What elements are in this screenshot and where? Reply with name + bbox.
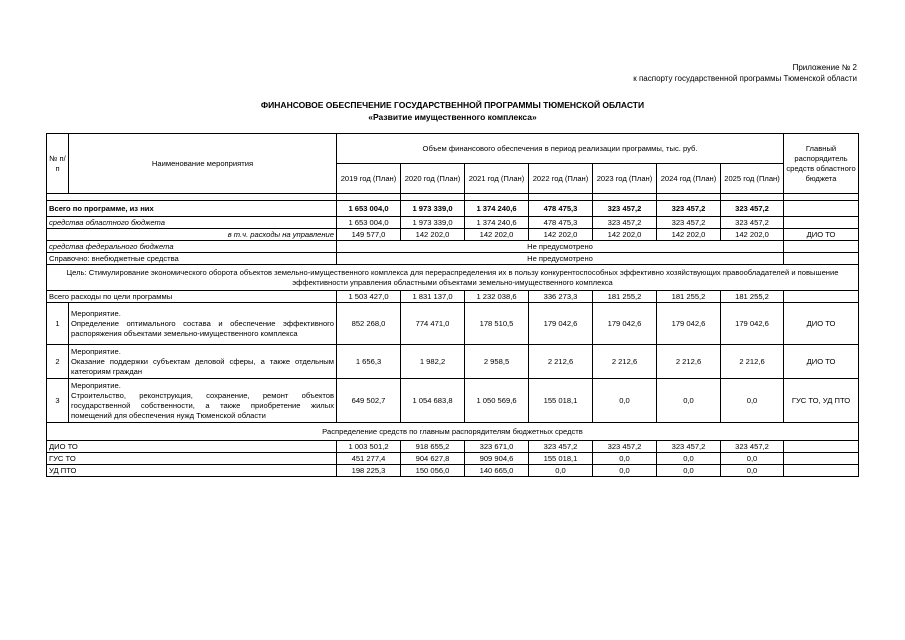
value-cell: 918 655,2	[401, 441, 465, 453]
value-cell: 323 457,2	[721, 201, 784, 217]
header-year: 2022 год (План)	[529, 164, 593, 194]
value-cell: 178 510,5	[465, 303, 529, 345]
activity-text: Определение оптимального состава и обеспечение эффективного распоряжения объектами земельно-имущественного комплекса	[71, 318, 334, 338]
value-cell: 142 202,0	[593, 229, 657, 241]
value-cell: 1 054 683,8	[401, 379, 465, 423]
distribution-row	[47, 441, 859, 453]
value-cell: 0,0	[593, 465, 657, 477]
value-cell: 1 374 240,6	[465, 217, 529, 229]
value-cell: 2 212,6	[529, 345, 593, 379]
activity-num: 1	[47, 303, 69, 345]
value-cell: 323 457,2	[529, 441, 593, 453]
distribution-row	[47, 465, 859, 477]
row-management-costs	[47, 229, 859, 241]
row-distribution-title	[47, 423, 859, 441]
manager-cell	[784, 291, 859, 303]
value-cell: 142 202,0	[529, 229, 593, 241]
value-cell: 451 277,4	[337, 453, 401, 465]
offbudget-label: Справочно: внебюджетные средства	[47, 253, 337, 265]
value-cell: 140 665,0	[465, 465, 529, 477]
manager-cell: ДИО ТО	[784, 229, 859, 241]
activity-num: 3	[47, 379, 69, 423]
value-cell: 0,0	[593, 379, 657, 423]
value-cell: 323 457,2	[593, 217, 657, 229]
manager-cell	[784, 253, 859, 265]
activity-description	[69, 345, 337, 379]
header-name: Наименование мероприятия	[69, 134, 337, 194]
manager-cell	[784, 441, 859, 453]
activity-description	[69, 379, 337, 423]
activity-head: Мероприятие.	[71, 308, 121, 318]
value-cell: 179 042,6	[657, 303, 721, 345]
offbudget-note: Не предусмотрено	[337, 253, 784, 265]
value-cell: 1 232 038,6	[465, 291, 529, 303]
distribution-label: ГУС ТО	[47, 453, 337, 465]
header-num: № п/п	[47, 134, 69, 194]
distribution-label: ДИО ТО	[47, 441, 337, 453]
manager-cell: ГУС ТО, УД ПТО	[784, 379, 859, 423]
value-cell: 1 982,2	[401, 345, 465, 379]
goal-text: Цель: Стимулирование экономического оборота объектов земельно-имущественного комплекса для перераспределения их в пользу конкурентоспособных эффективно хозяйствующих правообладателей и повышение эффективности управления областными объектами земельно-имущественного комплекса	[47, 265, 859, 291]
header-year: 2020 год (План)	[401, 164, 465, 194]
title-main: ФИНАНСОВОЕ ОБЕСПЕЧЕНИЕ ГОСУДАРСТВЕННОЙ ПРОГРАММЫ ТЮМЕНСКОЙ ОБЛАСТИ	[260, 100, 645, 110]
value-cell: 179 042,6	[593, 303, 657, 345]
value-cell: 1 656,3	[337, 345, 401, 379]
value-cell: 0,0	[721, 453, 784, 465]
value-cell: 149 577,0	[337, 229, 401, 241]
header-manager: Главный распорядитель средств областного бюджета	[784, 134, 859, 194]
value-cell: 1 003 501,2	[337, 441, 401, 453]
value-cell: 0,0	[721, 379, 784, 423]
row-program-total	[47, 201, 859, 217]
value-cell: 323 457,2	[657, 217, 721, 229]
value-cell: 1 374 240,6	[465, 201, 529, 217]
value-cell: 1 653 004,0	[337, 201, 401, 217]
value-cell: 774 471,0	[401, 303, 465, 345]
value-cell: 323 457,2	[721, 441, 784, 453]
spacer-row	[47, 194, 859, 201]
distribution-row	[47, 453, 859, 465]
value-cell: 1 503 427,0	[337, 291, 401, 303]
value-cell: 181 255,2	[721, 291, 784, 303]
value-cell: 155 018,1	[529, 379, 593, 423]
management-costs-label: в т.ч. расходы на управление	[47, 229, 337, 241]
value-cell: 181 255,2	[593, 291, 657, 303]
value-cell: 1 973 339,0	[401, 201, 465, 217]
value-cell: 478 475,3	[529, 217, 593, 229]
activity-text: Оказание поддержки субъектам деловой сферы, а также отдельным категориям граждан	[71, 356, 334, 376]
row-offbudget	[47, 253, 859, 265]
value-cell: 904 627,8	[401, 453, 465, 465]
value-cell: 155 018,1	[529, 453, 593, 465]
activity-row	[47, 379, 859, 423]
value-cell: 909 904,6	[465, 453, 529, 465]
value-cell: 323 457,2	[593, 441, 657, 453]
manager-cell	[784, 241, 859, 253]
value-cell: 2 958,5	[465, 345, 529, 379]
activity-row	[47, 345, 859, 379]
value-cell: 649 502,7	[337, 379, 401, 423]
value-cell: 142 202,0	[401, 229, 465, 241]
distribution-title: Распределение средств по главным распорядителям бюджетных средств	[47, 423, 859, 441]
header-volume: Объем финансового обеспечения в период реализации программы, тыс. руб.	[337, 134, 784, 164]
activity-text: Строительство, реконструкция, сохранение, ремонт объектов государственной собственности, а также приобретение жилых помещений для обеспечения нужд Тюменской области	[71, 390, 334, 420]
manager-cell	[784, 217, 859, 229]
manager-cell	[784, 453, 859, 465]
value-cell: 0,0	[721, 465, 784, 477]
value-cell: 0,0	[657, 379, 721, 423]
header-year: 2021 год (План)	[465, 164, 529, 194]
value-cell: 323 457,2	[593, 201, 657, 217]
activity-row	[47, 303, 859, 345]
value-cell: 0,0	[593, 453, 657, 465]
activity-head: Мероприятие.	[71, 346, 121, 356]
activity-head: Мероприятие.	[71, 380, 121, 390]
regional-budget-label: средства областного бюджета	[47, 217, 337, 229]
header-year: 2024 год (План)	[657, 164, 721, 194]
title-program: «Развитие имущественного комплекса»	[368, 112, 537, 122]
value-cell: 179 042,6	[721, 303, 784, 345]
value-cell: 2 212,6	[657, 345, 721, 379]
value-cell: 142 202,0	[657, 229, 721, 241]
value-cell: 198 225,3	[337, 465, 401, 477]
value-cell: 142 202,0	[465, 229, 529, 241]
federal-budget-label: средства федерального бюджета	[47, 241, 337, 253]
header-year: 2023 год (План)	[593, 164, 657, 194]
manager-cell	[784, 465, 859, 477]
manager-cell	[784, 201, 859, 217]
annex-caption	[633, 62, 857, 84]
manager-cell: ДИО ТО	[784, 345, 859, 379]
value-cell: 2 212,6	[593, 345, 657, 379]
annex-reference: к паспорту государственной программы Тюменской области	[633, 74, 857, 83]
value-cell: 2 212,6	[721, 345, 784, 379]
program-total-label: Всего по программе, из них	[47, 201, 337, 217]
value-cell: 323 457,2	[721, 217, 784, 229]
value-cell: 0,0	[657, 465, 721, 477]
header-year: 2025 год (План)	[721, 164, 784, 194]
value-cell: 323 457,2	[657, 441, 721, 453]
value-cell: 478 475,3	[529, 201, 593, 217]
value-cell: 150 056,0	[401, 465, 465, 477]
annex-number: Приложение № 2	[792, 63, 857, 72]
row-regional-budget	[47, 217, 859, 229]
federal-budget-note: Не предусмотрено	[337, 241, 784, 253]
value-cell: 142 202,0	[721, 229, 784, 241]
value-cell: 323 671,0	[465, 441, 529, 453]
value-cell: 1 050 569,6	[465, 379, 529, 423]
document-title	[0, 99, 905, 123]
value-cell: 852 268,0	[337, 303, 401, 345]
value-cell: 323 457,2	[657, 201, 721, 217]
value-cell: 1 653 004,0	[337, 217, 401, 229]
goal-total-label: Всего расходы по цели программы	[47, 291, 337, 303]
row-goal-total	[47, 291, 859, 303]
value-cell: 1 973 339,0	[401, 217, 465, 229]
value-cell: 1 831 137,0	[401, 291, 465, 303]
header-year: 2019 год (План)	[337, 164, 401, 194]
value-cell: 336 273,3	[529, 291, 593, 303]
value-cell: 0,0	[529, 465, 593, 477]
financing-table	[46, 133, 859, 477]
activity-description	[69, 303, 337, 345]
value-cell: 181 255,2	[657, 291, 721, 303]
activity-num: 2	[47, 345, 69, 379]
row-federal-budget	[47, 241, 859, 253]
value-cell: 179 042,6	[529, 303, 593, 345]
row-goal	[47, 265, 859, 291]
manager-cell: ДИО ТО	[784, 303, 859, 345]
value-cell: 0,0	[657, 453, 721, 465]
header-row-top	[47, 134, 859, 164]
distribution-label: УД ПТО	[47, 465, 337, 477]
